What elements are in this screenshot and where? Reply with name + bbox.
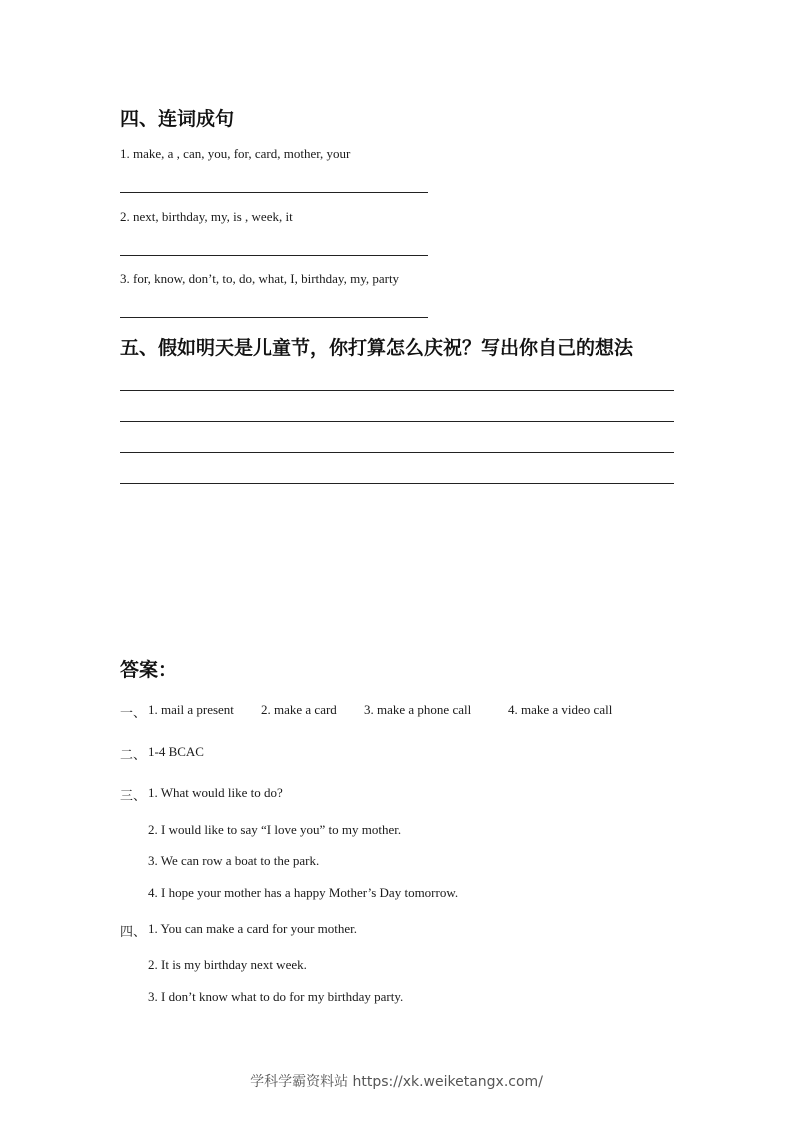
answers-part4-item-2: 2. It is my birthday next week. (148, 957, 307, 972)
section4-question-3: 3. for, know, don’t, to, do, what, I, birthday, my, party (120, 271, 400, 286)
section5-heading: 五、假如明天是儿童节，你打算怎么庆祝？写出你自己的想法 (120, 337, 634, 359)
answers-part1-item-3: 3. make a phone call (364, 702, 472, 717)
answers-part4-item-3: 3. I don’t know what to do for my birthday party. (148, 989, 404, 1004)
answers-part3-item-2: 2. I would like to say “I love you” to my mother. (148, 822, 402, 837)
answer-line-4-2 (120, 255, 428, 256)
section4-question-2: 2. next, birthday, my, is , week, it (120, 209, 293, 224)
answers-part4-item-1: 1. You can make a card for your mother. (148, 921, 358, 936)
section4-question-1: 1. make, a , can, you, for, card, mother, your (120, 146, 351, 161)
answers-heading: 答案： (120, 659, 178, 681)
answers-part1-item-4: 4. make a video call (508, 702, 613, 717)
answer-line-4-1 (120, 192, 428, 193)
answers-part3-prefix: 三、 (120, 788, 147, 803)
answers-part2-prefix: 二、 (120, 747, 147, 762)
answers-part3-item-1: 1. What would like to do? (148, 785, 283, 800)
writing-line-4 (120, 483, 674, 484)
writing-line-1 (120, 390, 674, 391)
answers-part3-item-3: 3. We can row a boat to the park. (148, 853, 320, 868)
answers-part1-item-2: 2. make a card (261, 702, 337, 717)
section4-heading: 四、连词成句 (120, 108, 235, 130)
answers-part3-item-4: 4. I hope your mother has a happy Mother’s Day tomorrow. (148, 885, 459, 900)
writing-line-3 (120, 452, 674, 453)
answers-part2-text: 1-4 BCAC (148, 744, 204, 759)
answers-part1-item-1: 1. mail a present (148, 702, 234, 717)
answer-line-4-3 (120, 317, 428, 318)
writing-line-2 (120, 421, 674, 422)
answers-part1-prefix: 一、 (120, 705, 147, 720)
answers-part4-prefix: 四、 (120, 924, 147, 939)
footer-watermark: 学科学霸资料站 https://xk.weiketangx.com/ (250, 1074, 543, 1090)
